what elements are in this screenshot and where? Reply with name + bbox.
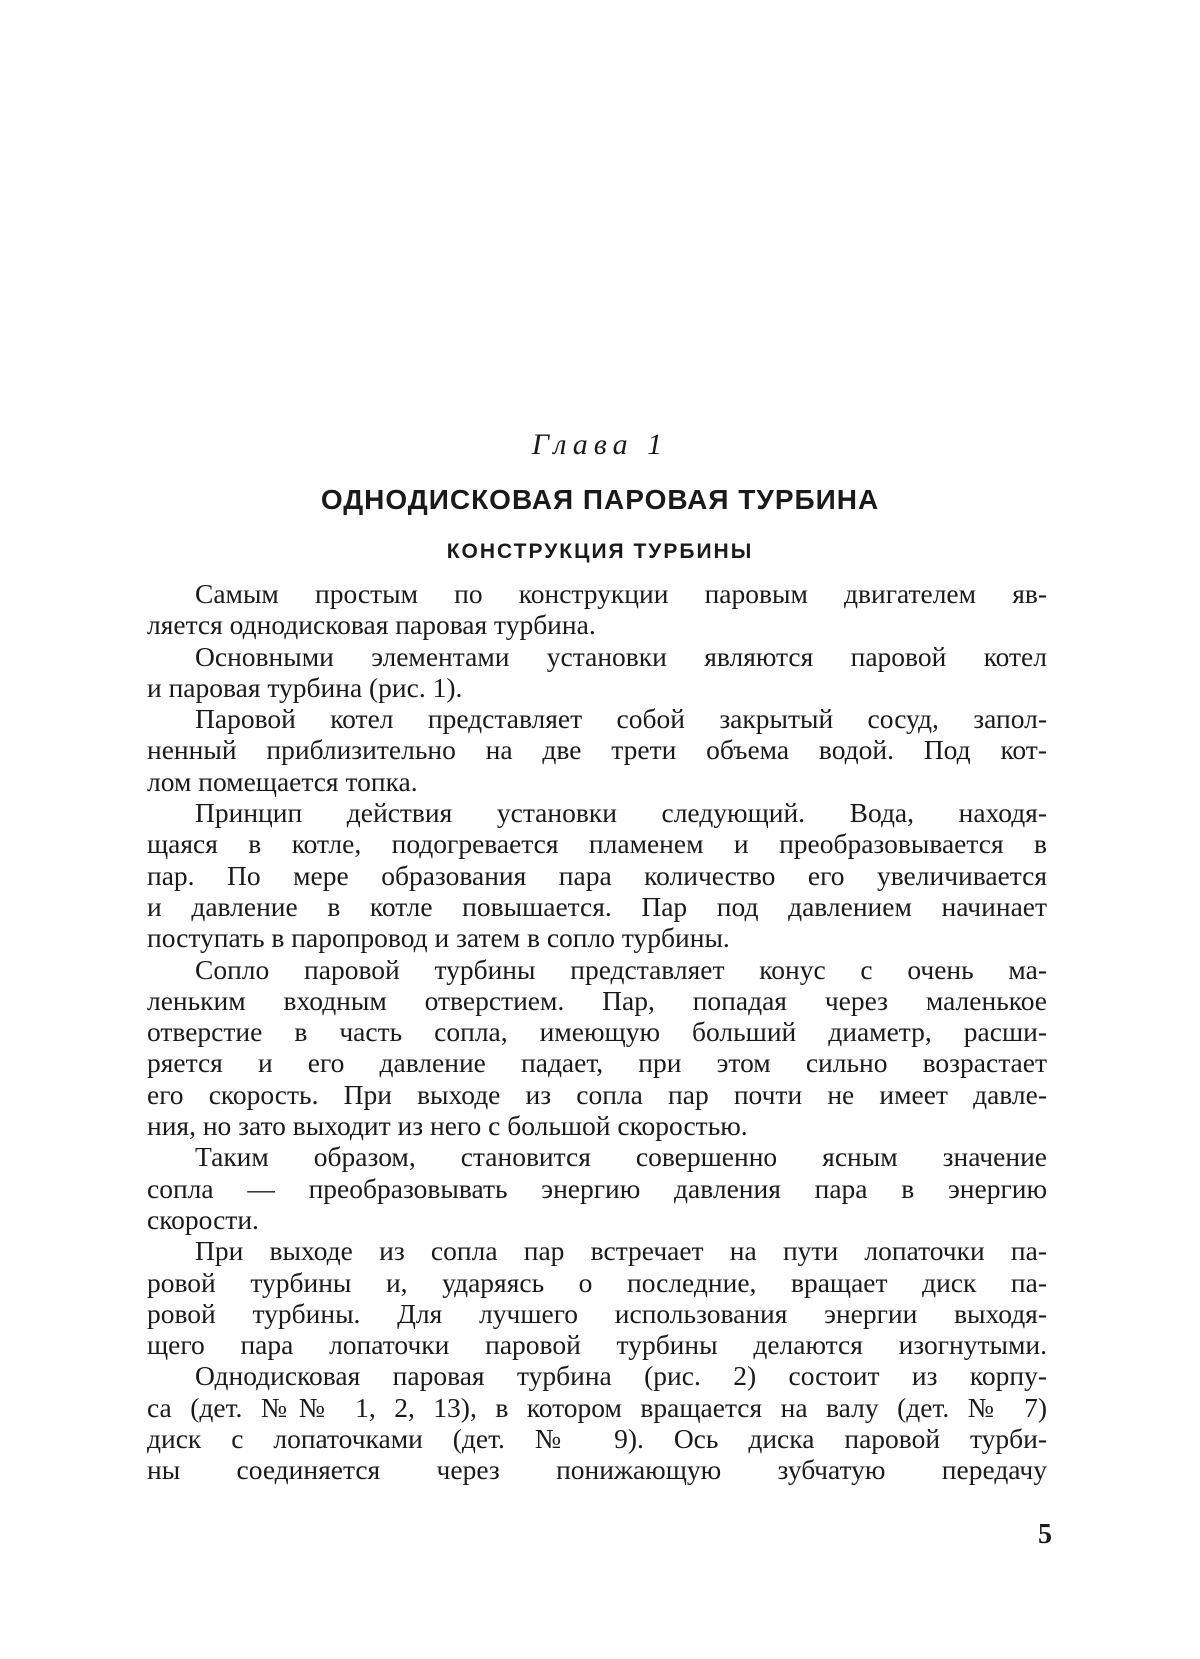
text-line: леньким входным отверстием. Пар, попадая через маленькое <box>147 984 1047 1016</box>
text-line: пар. По мере образования пара количество его увеличивается <box>147 859 1047 891</box>
text-line: Сопло паровой турбины представляет конус с очень ма- <box>195 953 1047 985</box>
text-line: ряется и его давление падает, при этом сильно возрастает <box>147 1047 1047 1079</box>
text-line: ляется однодисковая паровая турбина. <box>147 609 596 641</box>
text-line: щаяся в котле, подогревается пламенем и преобразовывается в <box>147 828 1047 860</box>
text-line: Однодисковая паровая турбина (рис. 2) состоит из корпу- <box>195 1360 1047 1392</box>
body-text <box>147 578 1047 1486</box>
text-line: скорости. <box>147 1203 259 1235</box>
section-title: КОНСТРУКЦИЯ ТУРБИНЫ <box>446 540 754 563</box>
text-line: его скорость. При выходе из сопла пар почти не имеет давле- <box>147 1078 1047 1110</box>
text-line: При выходе из сопла пар встречает на пути лопаточки па- <box>195 1235 1047 1267</box>
text-line: Основными элементами установки являются паровой котел <box>195 640 1047 672</box>
text-line: Принцип действия установки следующий. Вода, находя- <box>195 797 1047 829</box>
text-line: са (дет. №№ 1, 2, 13), в котором вращается на валу (дет. № 7) <box>147 1391 1047 1423</box>
chapter-title: ОДНОДИСКОВАЯ ПАРОВАЯ ТУРБИНА <box>320 484 880 515</box>
text-line: Самым простым по конструкции паровым двигателем яв- <box>195 578 1047 609</box>
text-line: ровой турбины и, ударяясь о последние, вращает диск па- <box>147 1266 1047 1298</box>
text-line: лом помещается топка. <box>147 765 418 797</box>
page-number: 5 <box>1038 1519 1052 1550</box>
text-line: диск с лопаточками (дет. № 9). Ось диска паровой турби- <box>147 1423 1047 1455</box>
text-line: поступать в паропровод и затем в сопло турбины. <box>147 922 730 954</box>
text-line: и давление в котле повышается. Пар под давлением начинает <box>147 890 1047 922</box>
text-line: щего пара лопаточки паровой турбины делаются изогнутыми. <box>147 1329 1047 1361</box>
chapter-label: Глава 1 <box>531 428 669 461</box>
text-line: ненный приблизительно на две трети объема водой. Под кот- <box>147 734 1047 766</box>
text-line: ния, но зато выходит из него с большой скоростью. <box>147 1110 748 1142</box>
text-line: и паровая турбина (рис. 1). <box>147 671 463 703</box>
text-line: ровой турбины. Для лучшего использования энергии выходя- <box>147 1297 1047 1329</box>
text-line: Таким образом, становится совершенно ясным значение <box>195 1141 1047 1173</box>
text-line: Паровой котел представляет собой закрытый сосуд, запол- <box>195 703 1047 735</box>
text-line: ны соединяется через понижающую зубчатую передачу <box>147 1454 1047 1486</box>
text-line: отверстие в часть сопла, имеющую больший диаметр, расши- <box>147 1016 1047 1048</box>
text-line: сопла — преобразовывать энергию давления пара в энергию <box>147 1172 1047 1204</box>
